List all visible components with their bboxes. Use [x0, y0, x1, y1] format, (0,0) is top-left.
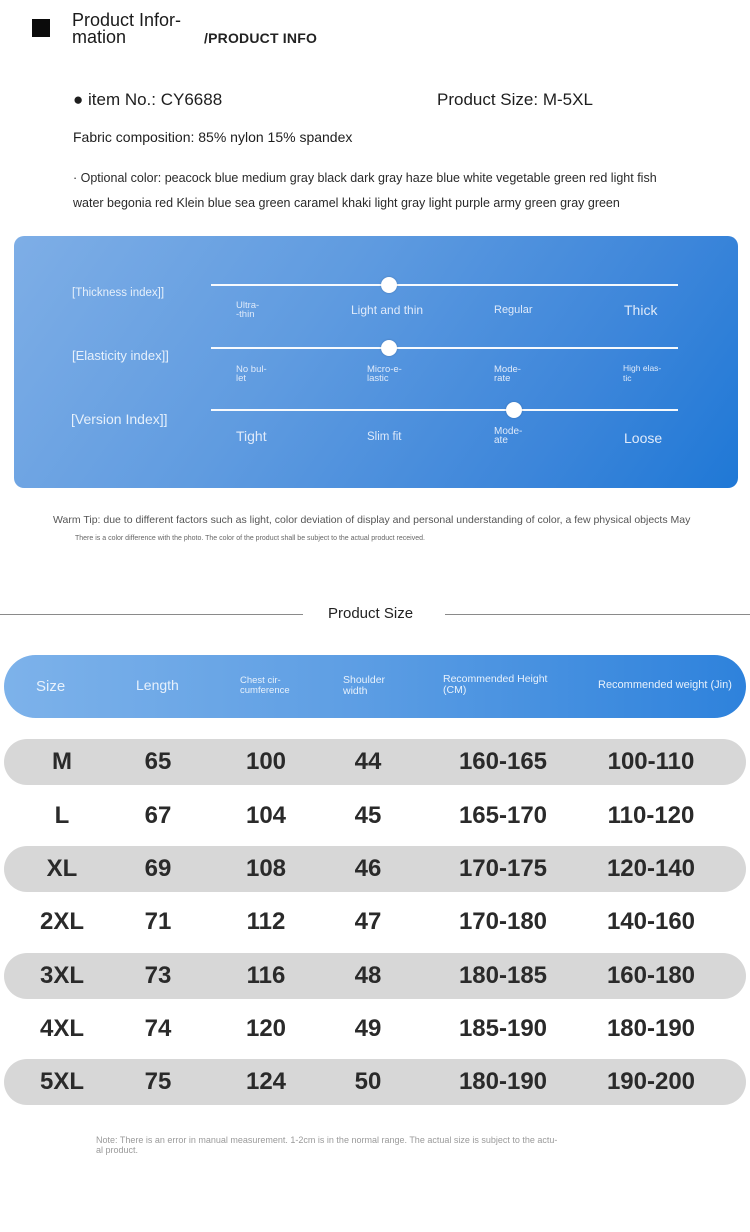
- table-cell: 49: [354, 1015, 382, 1042]
- fabric-composition: Fabric composition: 85% nylon 15% spandex: [73, 129, 353, 145]
- table-row: [4, 1006, 746, 1052]
- table-cell: 74: [144, 1015, 172, 1042]
- table-cell: 112: [246, 908, 286, 935]
- measurement-note: Note: There is an error in manual measurement. 1-2cm is in the normal range. The actual size is subject to the actu- al product.: [96, 1135, 558, 1155]
- table-cell: 65: [144, 748, 172, 775]
- table-cell: 67: [144, 802, 172, 829]
- version-indicator-dot: [506, 402, 522, 418]
- header-length: Length: [136, 677, 179, 693]
- table-cell: XL: [46, 855, 78, 882]
- table-cell: 160-165: [458, 748, 548, 775]
- table-cell: M: [52, 748, 72, 775]
- warm-tip-line-2: There is a color difference with the photo. The color of the product shall be subject to the actual product received.: [75, 535, 425, 542]
- table-cell: 44: [354, 748, 382, 775]
- table-cell: 4XL: [39, 1015, 84, 1042]
- elasticity-option-high-elastic: High elas- tic: [623, 363, 662, 383]
- section-subtitle: /PRODUCT INFO: [204, 30, 318, 46]
- thickness-option-thick: Thick: [624, 302, 658, 318]
- version-index-label: [Version Index]]: [71, 411, 168, 427]
- table-cell: 73: [144, 962, 172, 989]
- table-cell: 69: [144, 855, 172, 882]
- table-cell: 2XL: [39, 908, 84, 935]
- elasticity-scale-line: [211, 347, 678, 349]
- table-cell: 180-190: [458, 1068, 548, 1095]
- table-cell: 104: [245, 802, 287, 829]
- version-option-moderate: Mode- ate: [494, 426, 523, 446]
- thickness-option-regular: Regular: [494, 304, 533, 316]
- table-cell: 45: [354, 802, 382, 829]
- warm-tip-line-1: Warm Tip: due to different factors such as light, color deviation of display and personal understanding of color, a few physical objects May: [53, 514, 691, 526]
- divider-right: [445, 614, 750, 615]
- table-row: [4, 899, 746, 945]
- table-cell: L: [54, 802, 70, 829]
- table-cell: 124: [245, 1068, 287, 1095]
- table-cell: 50: [354, 1068, 382, 1095]
- elasticity-indicator-dot: [381, 340, 397, 356]
- thickness-option-light-thin: Light and thin: [351, 303, 424, 317]
- product-size-range: Product Size: M-5XL: [437, 90, 593, 109]
- color-options: [73, 166, 703, 216]
- item-number: ● item No.: CY6688: [73, 90, 223, 109]
- version-option-slim-fit: Slim fit: [367, 431, 402, 443]
- version-option-tight: Tight: [236, 428, 267, 444]
- table-cell: 110-120: [607, 802, 695, 829]
- table-cell: 71: [144, 908, 172, 935]
- thickness-indicator-dot: [381, 277, 397, 293]
- table-cell: 190-200: [606, 1068, 696, 1095]
- header-weight: Recommended weight (Jin): [598, 679, 732, 691]
- table-cell: 165-170: [458, 802, 548, 829]
- thickness-index-label: [Thickness index]]: [72, 287, 165, 299]
- product-size-title: Product Size: [328, 605, 414, 622]
- elasticity-option-micro-elastic: Micro-e- lastic: [367, 364, 402, 384]
- version-scale-line: [211, 409, 678, 411]
- table-cell: 100-110: [607, 748, 695, 775]
- table-row: [4, 846, 746, 892]
- color-options-line-2: water begonia red Klein blue sea green caramel khaki light gray light purple army green gray green: [73, 196, 620, 210]
- table-cell: 48: [354, 962, 382, 989]
- header-chest: Chest cir- cumference: [240, 675, 290, 696]
- table-cell: 185-190: [458, 1015, 548, 1042]
- size-table-header: [4, 655, 746, 718]
- table-row: [4, 793, 746, 839]
- table-cell: 120-140: [606, 855, 696, 882]
- table-row: [4, 1059, 746, 1105]
- table-cell: 160-180: [606, 962, 696, 989]
- thickness-option-ultra-thin: Ultra- -thin: [236, 300, 260, 320]
- elasticity-index-label: [Elasticity index]]: [72, 348, 169, 363]
- table-cell: 140-160: [606, 908, 696, 935]
- header-square-icon: [32, 19, 50, 37]
- table-cell: 108: [245, 855, 287, 882]
- header-size: Size: [36, 678, 66, 695]
- table-row: [4, 739, 746, 785]
- table-cell: 75: [144, 1068, 172, 1095]
- table-cell: 170-180: [458, 908, 548, 935]
- table-cell: 46: [354, 855, 382, 882]
- table-cell: 3XL: [39, 962, 84, 989]
- header-height: Recommended Height (CM): [443, 673, 548, 696]
- section-title: Product Infor-mation: [72, 10, 182, 47]
- elasticity-option-no-bullet: No bul- let: [236, 364, 267, 384]
- table-cell: 120: [245, 1015, 287, 1042]
- table-row: [4, 953, 746, 999]
- table-cell: 180-185: [458, 962, 548, 989]
- table-cell: 5XL: [39, 1068, 84, 1095]
- table-cell: 100: [245, 748, 287, 775]
- version-option-loose: Loose: [624, 430, 663, 446]
- table-cell: 47: [354, 908, 382, 935]
- color-options-line-1: · Optional color: peacock blue medium gray black dark gray haze blue white vegetable green red light fish: [73, 171, 657, 185]
- table-cell: 170-175: [458, 855, 548, 882]
- header-shoulder: Shoulder width: [343, 674, 386, 697]
- thickness-scale-line: [211, 284, 678, 286]
- elasticity-option-moderate: Mode- rate: [494, 364, 521, 384]
- table-cell: 180-190: [606, 1015, 696, 1042]
- table-cell: 116: [246, 962, 286, 989]
- divider-left: [0, 614, 303, 615]
